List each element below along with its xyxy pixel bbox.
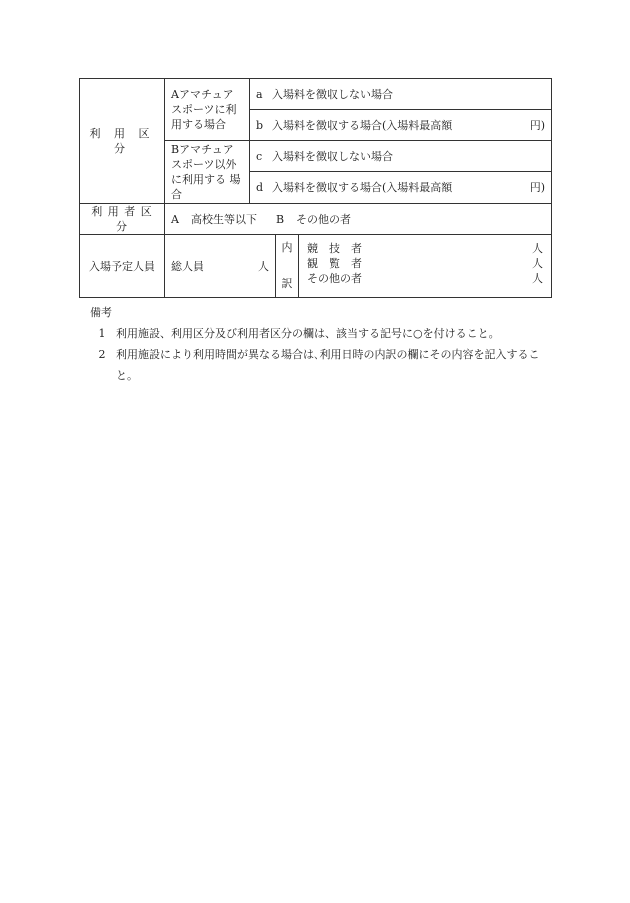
breakdown-label-top: 内 xyxy=(281,241,293,254)
note-1-number: 1 xyxy=(98,327,106,340)
user-category-options xyxy=(165,204,552,235)
user-option-b-text: その他の者 xyxy=(296,212,352,226)
total-attendance-field[interactable] xyxy=(165,235,276,298)
user-category-label: 利 用 者 区 分 xyxy=(80,204,165,235)
usage-option-d-letter: d xyxy=(256,181,264,194)
total-attendance-unit: 人 xyxy=(258,259,269,273)
breakdown-label-bottom: 訳 xyxy=(281,277,293,290)
usage-option-a-letter: a xyxy=(256,87,263,101)
note-item-2 xyxy=(88,344,558,386)
usage-option-b-suffix: 円) xyxy=(529,118,545,132)
user-option-a[interactable] xyxy=(171,213,257,226)
usage-option-a-row[interactable] xyxy=(80,79,552,110)
usage-option-a[interactable] xyxy=(250,79,552,110)
breakdown-others[interactable] xyxy=(307,271,543,286)
usage-option-b-letter: b xyxy=(256,118,264,132)
usage-option-b-text: 入場料を徴収する場合(入場料最高額 xyxy=(272,118,453,132)
user-option-b-letter: B xyxy=(275,212,285,226)
usage-option-a-text: 入場料を徴収しない場合 xyxy=(272,87,393,101)
usage-option-d[interactable] xyxy=(250,172,552,204)
usage-option-d-suffix: 円) xyxy=(529,181,545,194)
usage-group-a-name: Aアマチュアスポーツに利用する場合 xyxy=(165,79,250,141)
usage-form-table xyxy=(79,78,552,298)
notes-heading: 備考 xyxy=(90,306,112,319)
breakdown-spectators[interactable] xyxy=(307,256,543,271)
usage-option-b[interactable] xyxy=(250,110,552,141)
breakdown-spectators-name: 観 覧 者 xyxy=(307,257,362,270)
user-category-row xyxy=(80,204,552,235)
note-item-1 xyxy=(88,323,558,344)
usage-option-c-letter: c xyxy=(256,149,263,163)
user-option-a-letter: A xyxy=(171,212,179,226)
breakdown-list xyxy=(299,235,551,297)
breakdown-others-name: その他の者 xyxy=(307,272,362,285)
attendance-label: 入場予定人員 xyxy=(80,235,165,298)
usage-option-c-text: 入場料を徴収しない場合 xyxy=(272,149,393,163)
breakdown-others-unit: 人 xyxy=(532,272,543,285)
notes-section xyxy=(88,302,558,386)
user-option-a-text: 高校生等以下 xyxy=(190,212,257,226)
user-option-b[interactable] xyxy=(276,213,351,226)
breakdown-athletes[interactable] xyxy=(307,241,543,256)
breakdown-spectators-unit: 人 xyxy=(532,257,543,270)
total-attendance-label: 総人員 xyxy=(171,259,204,273)
usage-option-c[interactable] xyxy=(250,141,552,172)
note-2-text: 利用施設により利用時間が異なる場合は､利用日時の内訳の欄にその内容を記入すること。 xyxy=(116,348,540,382)
breakdown-athletes-unit: 人 xyxy=(532,242,543,255)
note-2-number: 2 xyxy=(98,348,106,361)
breakdown-athletes-name: 競 技 者 xyxy=(307,242,362,255)
note-1-text: 利用施設、利用区分及び利用者区分の欄は、該当する記号に○を付けること。 xyxy=(116,327,500,340)
usage-group-b-name: Bアマチュアスポーツ以外に利用する 場合 xyxy=(165,141,250,204)
attendance-breakdown xyxy=(276,235,552,298)
breakdown-label xyxy=(276,235,299,297)
attendance-row xyxy=(80,235,552,298)
usage-category-label: 利 用 区 分 xyxy=(80,79,165,204)
usage-option-d-text: 入場料を徴収する場合(入場料最高額 xyxy=(272,181,453,194)
